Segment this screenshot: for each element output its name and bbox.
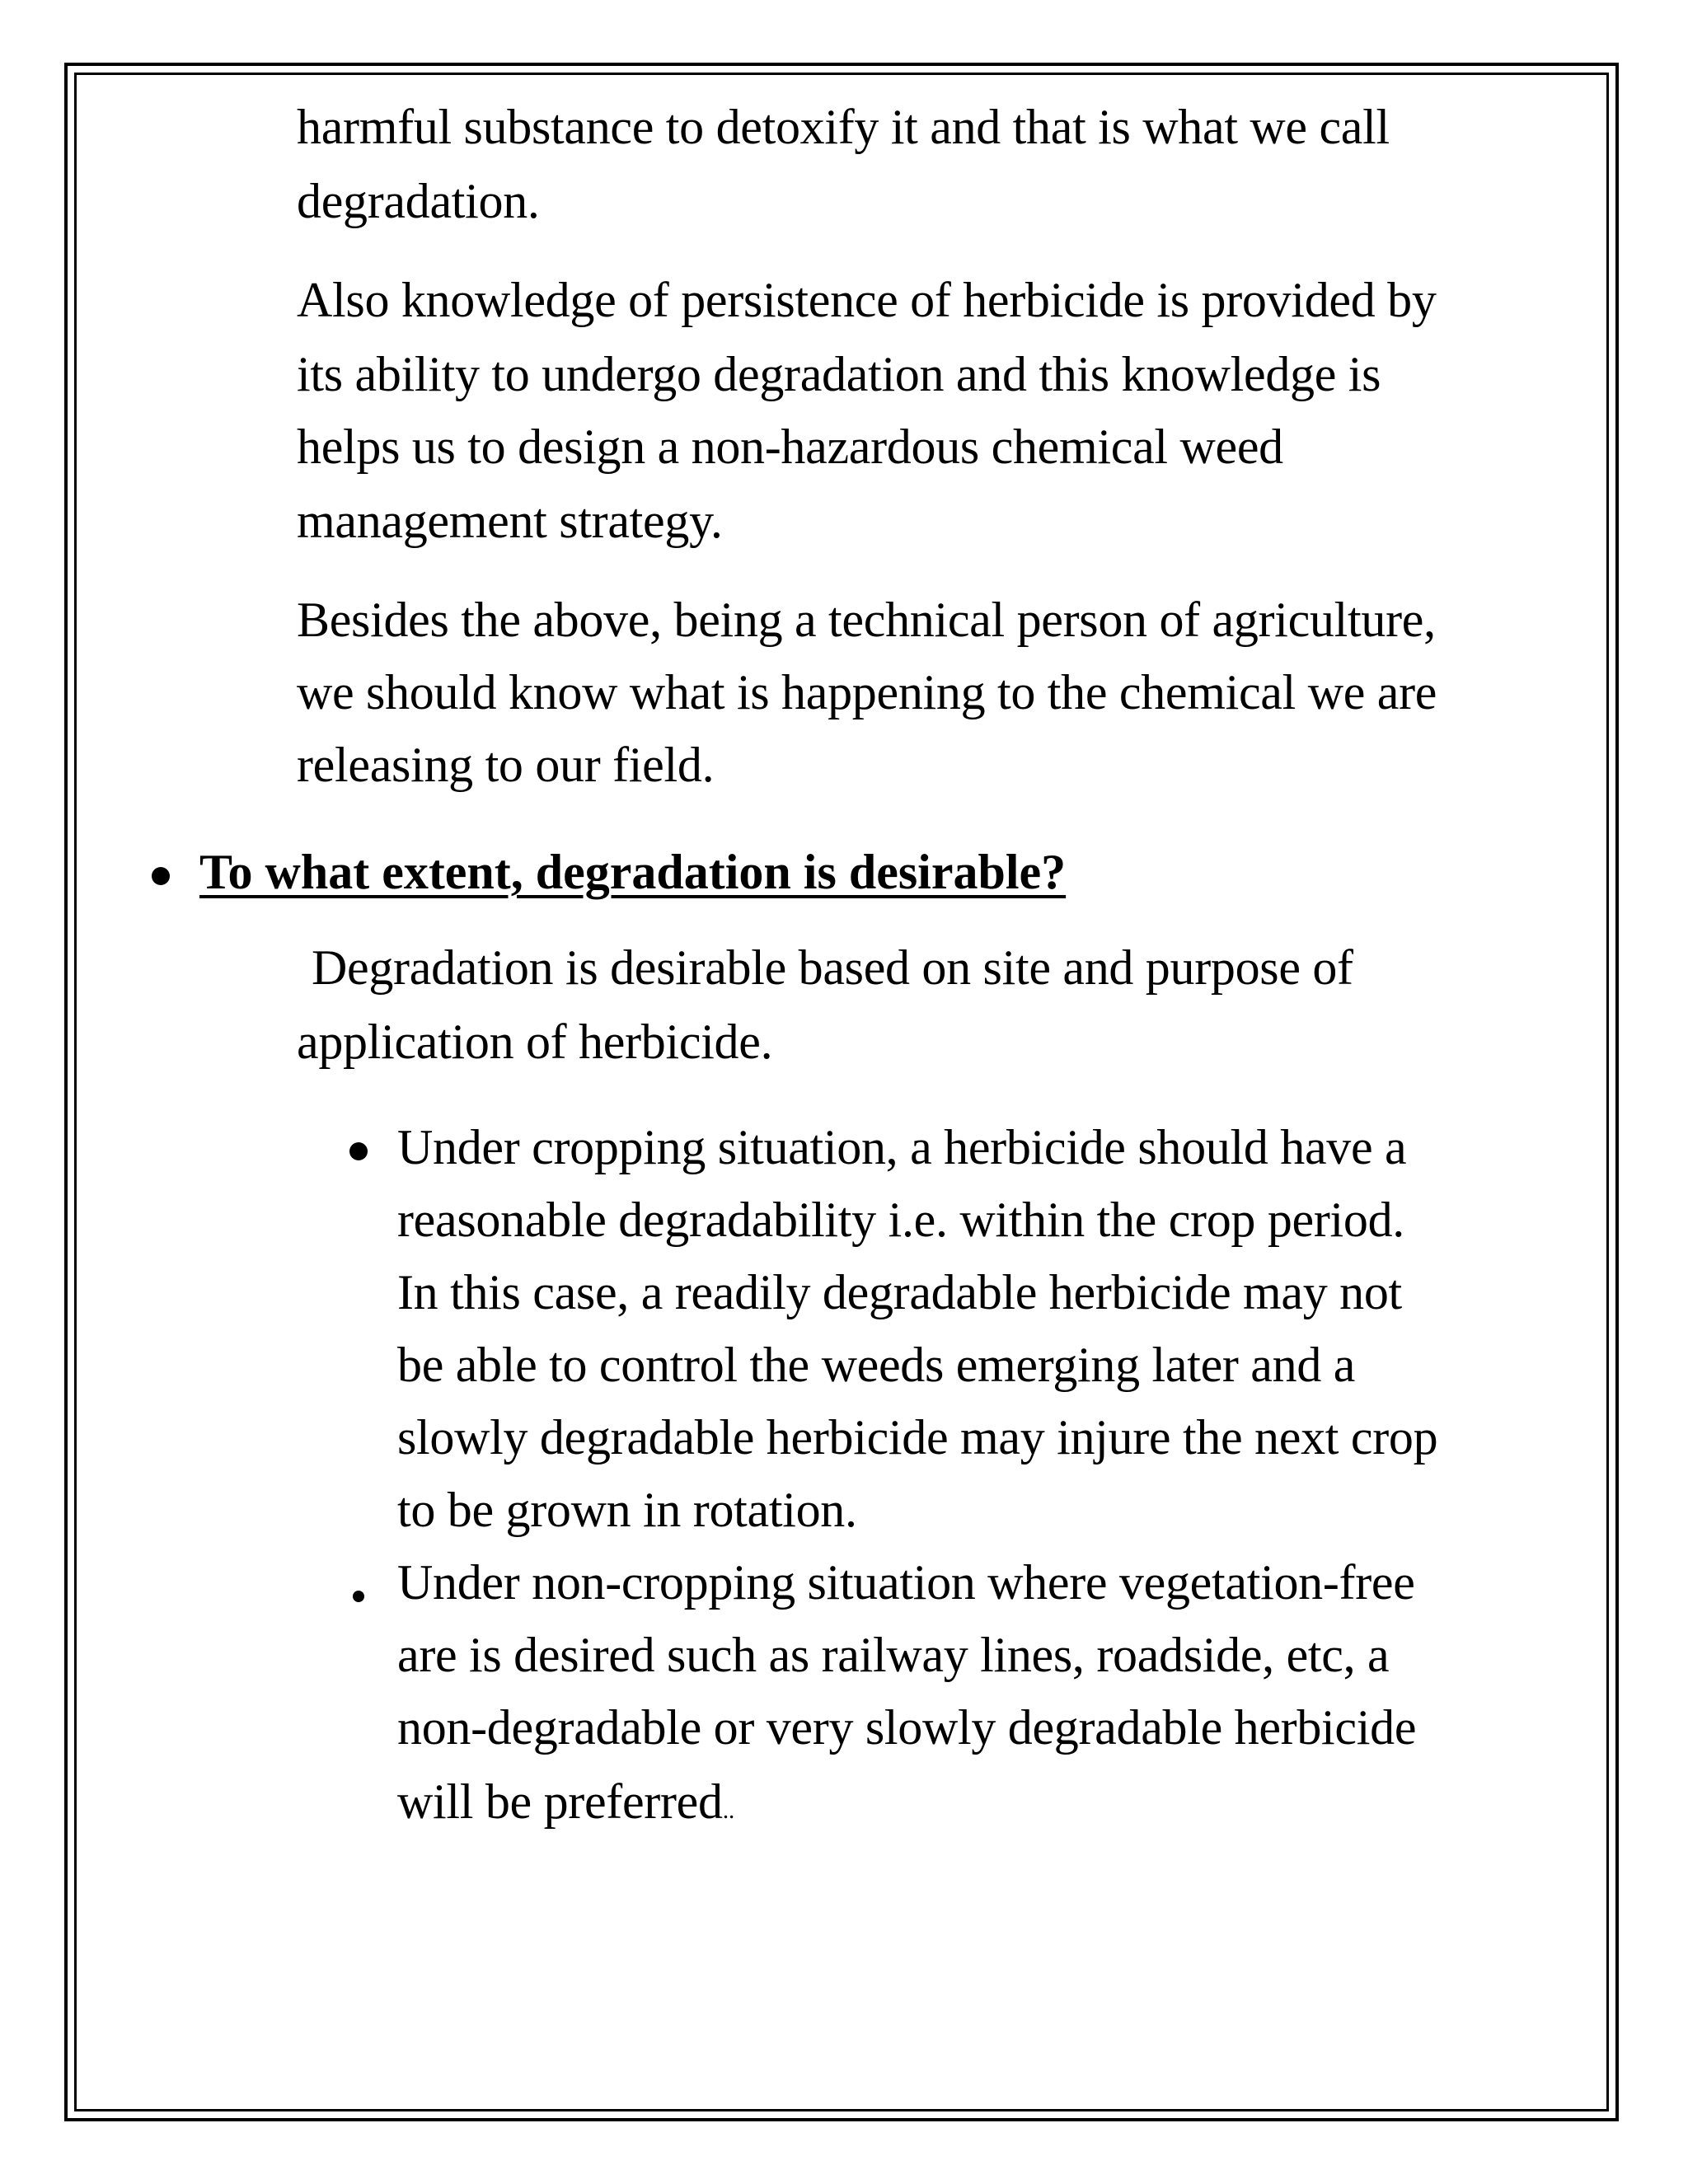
heading-bullet-icon [152, 867, 170, 885]
bullet-1-icon [349, 1142, 368, 1160]
paragraph-3-line-1: Besides the above, being a technical person of agriculture, [297, 593, 1436, 647]
section-heading: To what extent, degradation is desirable? [199, 845, 1067, 899]
bullet-1-line-4: be able to control the weeds emerging later and a [397, 1338, 1356, 1392]
bullet-2-icon [353, 1591, 364, 1602]
bullet-2-line-4 [397, 1772, 734, 1840]
bullet-1-line-6: to be grown in rotation. [397, 1483, 857, 1537]
paragraph-2-line-3: helps us to design a non-hazardous chemical weed [297, 419, 1283, 474]
paragraph-3-line-3: releasing to our field. [297, 738, 715, 792]
paragraph-2-line-1: Also knowledge of persistence of herbicide is provided by [297, 273, 1437, 327]
bullet-1-line-3: In this case, a readily degradable herbicide may not [397, 1265, 1402, 1319]
bullet-2-line-4-text: will be preferred [397, 1774, 723, 1829]
paragraph-2-line-4: management strategy. [297, 494, 723, 548]
paragraph-1-line-2: degradation. [297, 174, 540, 228]
paragraph-3-line-2: we should know what is happening to the chemical we are [297, 665, 1437, 719]
paragraph-1-line-1: harmful substance to detoxify it and that is what we call [297, 100, 1390, 154]
paragraph-2-line-2: its ability to undergo degradation and this knowledge is [297, 347, 1381, 401]
bullet-2-line-3: non-degradable or very slowly degradable herbicide [397, 1700, 1417, 1755]
bullet-1-line-1: Under cropping situation, a herbicide should have a [397, 1120, 1407, 1174]
trailing-dots: .. [722, 1797, 735, 1824]
section-intro-line-2: application of herbicide. [297, 1015, 773, 1069]
bullet-1-line-2: reasonable degradability i.e. within the crop period. [397, 1193, 1405, 1247]
section-intro-line-1: Degradation is desirable based on site and purpose of [312, 940, 1353, 995]
bullet-2-line-1: Under non-cropping situation where vegetation-free [397, 1555, 1415, 1610]
bullet-2-line-2: are is desired such as railway lines, roadside, etc, a [397, 1628, 1390, 1682]
bullet-1-line-5: slowly degradable herbicide may injure the next crop [397, 1410, 1438, 1465]
